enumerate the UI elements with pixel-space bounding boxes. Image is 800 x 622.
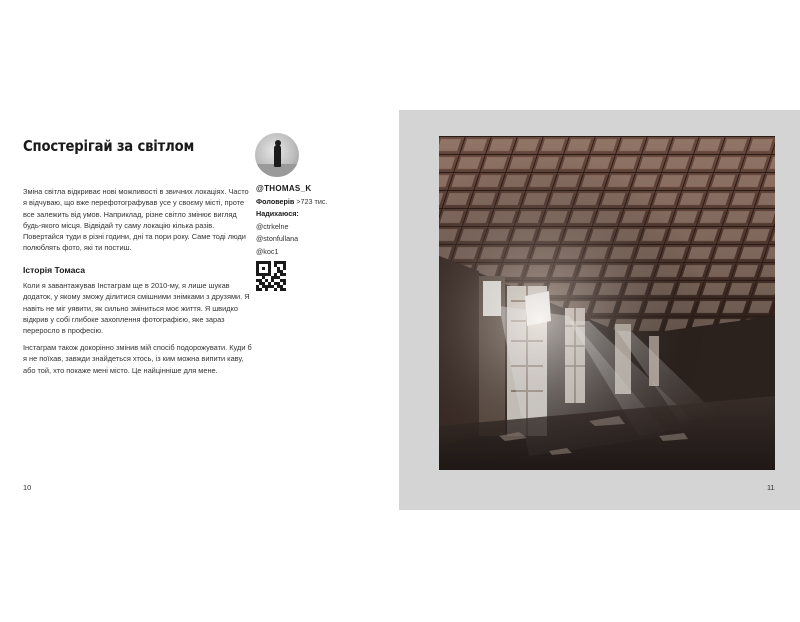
story-paragraph-2: Інстаграм також докорінно змінив мій спосіб подорожувати. Куди б я не поїхав, завжди знайдеться хтось, із ким можна випити каву, або той, хто покаже мені місто. Це найцінніше для мене. [23, 343, 252, 375]
inspired-handle: @stonfullana [256, 234, 299, 243]
inspired-label: Надихаюся: [256, 209, 299, 218]
qr-code [256, 261, 286, 291]
left-page [0, 110, 399, 510]
page-title: Спостерігай за світлом [23, 137, 195, 155]
followers-label: Фоловерів [256, 196, 295, 206]
followers-value: >723 тис. [296, 196, 328, 206]
page-number-right: 11 [767, 483, 775, 492]
abandoned-hall-photo [439, 136, 775, 470]
story-paragraph-1: Коли я завантажував Інстаграм ще в 2010-му, я лише шукав додаток, у якому зможу ділитися смішними знімками з друзями. Я навіть не міг уявити, як сильно зміниться моє життя. Я швидко відкрив у собі глибоке захоплення фотографією, яке зараз переросло в професію. [23, 281, 250, 336]
profile-info [256, 183, 327, 258]
followers-line [256, 196, 327, 209]
intro-paragraph: Зміна світла відкриває нові можливості в звичних локаціях. Часто я відчуваю, що вже перефотографував усе у своєму місті, проте все залежить від умов. Наприклад, різне світло змінює вигляд будь-якого місця. Відвідай ту саму локацію кілька разів. Повертайся туди в різні години, дні та пори року. Саме тоді люди полюблять фото, які ти постиш. [23, 187, 249, 253]
avatar [255, 133, 299, 177]
profile-handle: @THOMAS_K [256, 184, 312, 193]
inspired-handle: @koc1 [256, 246, 279, 256]
section-subheading: Історія Томаса [23, 265, 86, 275]
page-number-left: 10 [23, 483, 32, 492]
inspired-handle: @ctrkelne [256, 221, 289, 231]
